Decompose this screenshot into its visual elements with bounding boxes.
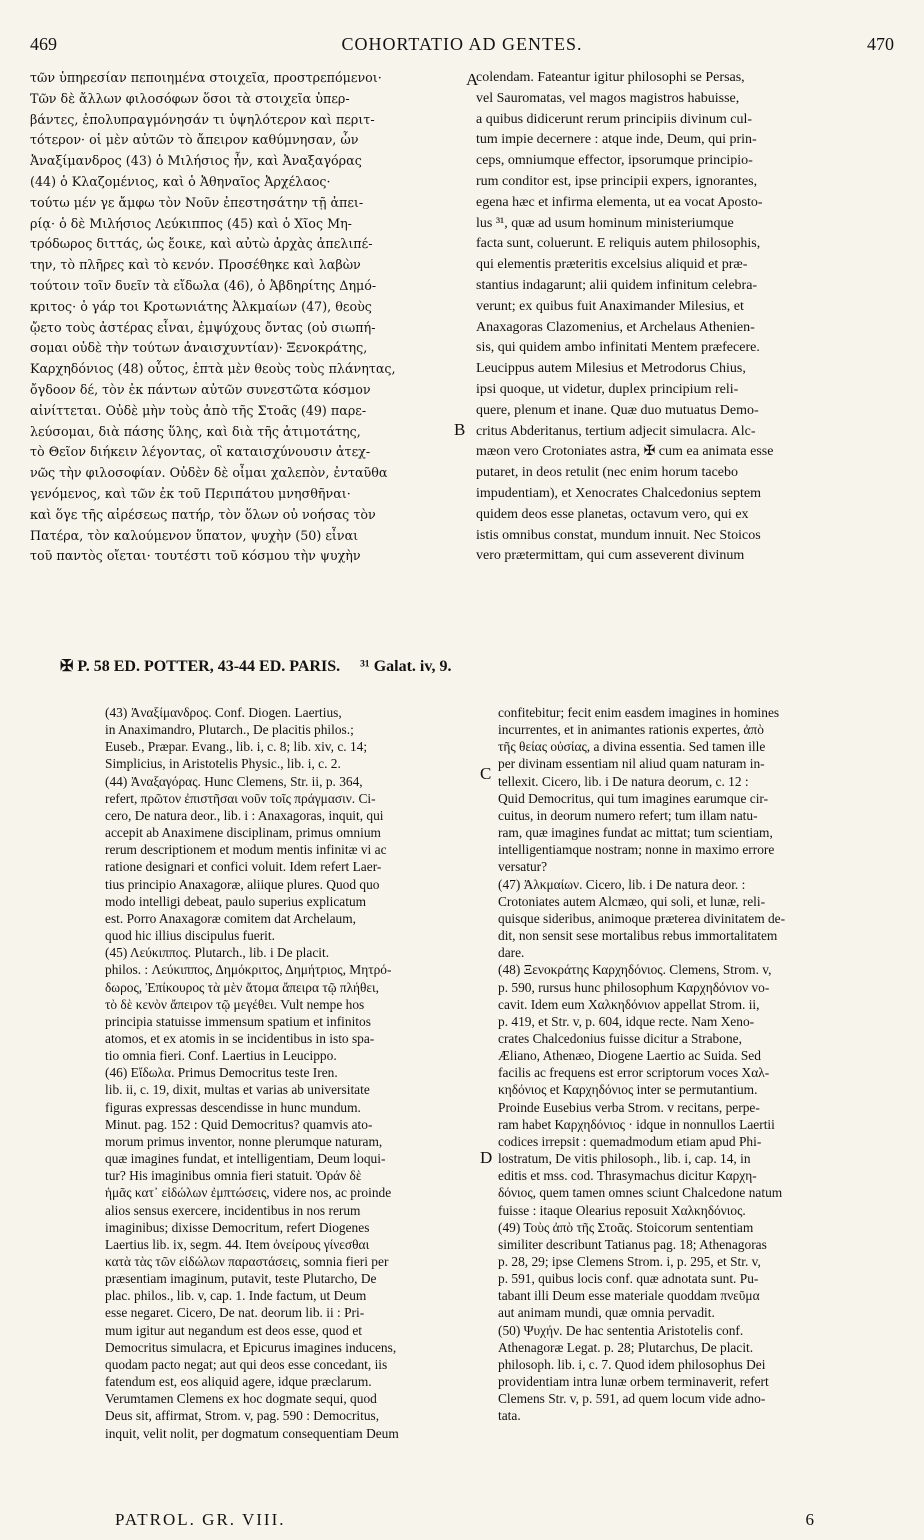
latin-text-line: stantius indagarunt; alii quidem infinitum celebra-: [476, 277, 758, 293]
latin-text-line: Anaxagoras Clazomenius, et Archelaus Athenien-: [476, 319, 755, 335]
latin-text-line: qui elementis præteritis excelsius aliquid et præ-: [476, 257, 748, 273]
page-footer: [115, 1510, 814, 1532]
footnote-line: Democritus simulacra, et Epicurus imagines inducens,: [105, 1339, 397, 1355]
footnote-line: ram habet Καρχηδόνιος · idque in nonnullos Laertii: [498, 1116, 775, 1132]
footnote-line: modo intelligi debeat, paulo superius explicatum: [105, 893, 367, 909]
footnote-line: codices irrepsit : quemadmodum etiam apud Phi-: [498, 1133, 762, 1149]
greek-text-line: την, τὸ πλῆρες καὶ τὸ κενόν. Προσέθηκε καὶ λαβὼν: [30, 257, 361, 273]
footnote-line: rerum descriptionem et modum mentis infinitæ vi ac: [105, 842, 387, 858]
footnote-line: κατὰ τὰς τῶν εἰδώλων παραστάσεις, somnia fieri per: [105, 1254, 389, 1269]
greek-text-line: κριτος· ὁ γάρ τοι Κροτωνιάτης Ἀλκμαίων (47), θεοὺς: [30, 298, 372, 314]
footnote-line: tellexit. Cicero, lib. i De natura deorum, c. 12 :: [498, 773, 749, 789]
running-title: COHORTATIO AD GENTES.: [341, 34, 583, 54]
footnote-line: inquit, velit nolit, per dogmatum consequentiam Deum: [105, 1425, 399, 1441]
greek-text-line: τούτοιν τοῖν δυεῖν τὰ εἴδωλα (46), ὁ Ἀβδηρίτης Δημό-: [30, 277, 377, 293]
greek-text-line: τότερον· οἱ μὲν αὐτῶν τὸ ἄπειρον καθύμνησαν, ὧν: [30, 132, 359, 148]
latin-text-column: [476, 68, 896, 567]
footnote-line: quisque sideribus, animoque præterea divinitatem de-: [498, 910, 786, 926]
footnote-line: dare.: [498, 945, 525, 961]
footnote-line: confitebitur; fecit enim easdem imagines in homines: [498, 705, 780, 720]
greek-text-line: τρόδωρος διττάς, ὡς ἔοικε, καὶ αὐτὼ ἀρχὰς ἀπελιπέ-: [30, 236, 373, 252]
footnote-line: accepit ab Anaximene disciplinam, primus omnium: [105, 825, 381, 841]
footnote-line: cero, De natura deor., lib. i : Anaxagoras, inquit, qui: [105, 807, 384, 823]
greek-text-column: [30, 68, 462, 567]
notes-left-column: [105, 704, 470, 1442]
footnote-line: intelligentiamque nostram; nonne in maximo errore: [498, 842, 775, 858]
footnote-line: quæ imagines fundat, et intelligentiam, Deum loqui-: [105, 1151, 386, 1167]
footnote-line: tio omnia fieri. Conf. Laertius in Leucippo.: [105, 1048, 337, 1064]
latin-text-line: putaret, in deos retulit (nec enim horum tacebo: [476, 465, 739, 481]
footnote-line: Simplicius, in Aristotelis Physic., lib. i, c. 2.: [105, 756, 341, 772]
greek-text-line: τὸ Θεῖον διήκειν λέγοντας, οἳ καταισχύνουσιν ἀτεχ-: [30, 444, 371, 460]
footnote-line: in Anaximandro, Plutarch., De placitis philos.;: [105, 722, 354, 738]
footnote-line: Euseb., Præpar. Evang., lib. i, c. 8; lib. xiv, c. 14;: [105, 739, 368, 755]
footnote-line: κηδόνιος et Καρχηδόνιος inter se permutantium.: [498, 1082, 758, 1098]
footnote-line: Clemens Str. v, p. 591, ad quem locum vide adno-: [498, 1391, 766, 1407]
latin-text-line: quidem deos esse planetas, octavum vero, qui ex: [476, 506, 749, 522]
latin-text-line: lus ³¹, quæ ad usum hominum ministeriumque: [476, 215, 734, 231]
footnote-line: (45) Λεύκιππος. Plutarch., lib. i De placit.: [105, 945, 330, 961]
latin-text-line: vero prætermittam, qui cum asseverent divinum: [476, 548, 745, 564]
footnote-line: Æliano, Athenæo, Diogene Laertio ac Suida. Sed: [498, 1048, 761, 1064]
greek-text-line: Ἀναξίμανδρος (43) ὁ Μιλήσιος ἦν, καὶ Ἀναξαγόρας: [30, 153, 362, 169]
footnote-line: editis et mss. cod. Thrasymachus dicitur Καρχη-: [498, 1168, 757, 1184]
footnote-line: δόνιος, quem tamen omnes sciunt Chalcedone natum: [498, 1185, 783, 1201]
footnote-line: Deus sit, affirmat, Strom. v, pag. 590 : Democritus,: [105, 1408, 380, 1424]
footnote-line: δωρος, Ἐπίκουρος τὰ μὲν ἄτομα ἄπειρα τῷ πλήθει,: [105, 979, 379, 995]
footnote-line: Crotoniates autem Alcmæo, qui soli, et lunæ, reli-: [498, 893, 766, 909]
footnote-line: similiter describunt Tatianus pag. 18; Athenagoras: [498, 1236, 767, 1252]
greek-text-line: λεύσομαι, διὰ πάσης ὕλης, καὶ διὰ τῆς ἀτιμοτάτης,: [30, 423, 361, 439]
footnote-line: τὸ δὲ κενὸν ἄπειρον τῷ μεγέθει. Vult nempe hos: [105, 996, 365, 1012]
footnote-line: p. 28, 29; ipse Clemens Strom. i, p. 295, et Str. v,: [498, 1254, 761, 1269]
gathering-number: 6: [805, 1510, 814, 1529]
greek-text-line: Πατέρα, τὸν καλούμενον ὕπατον, ψυχὴν (50) εἶναι: [30, 527, 359, 543]
greek-text-line: αἰνίττεται. Οὐδὲ μὴν τοὺς ἀπὸ τῆς Στοᾶς (49) παρε-: [30, 402, 367, 418]
footnote-line: philosoph. lib. i, c. 7. Quod idem philosophus Dei: [498, 1356, 766, 1372]
scripture-reference: ³¹ Galat. iv, 9.: [360, 658, 452, 675]
margin-letter-c: C: [480, 764, 492, 783]
footnote-line: incurrentes, et in animantes rationis expertes, ἀπὸ: [498, 722, 764, 738]
footnote-line: alios sensus exercere, incidentibus in nos rerum: [105, 1202, 361, 1218]
footnote-line: morum primus inventor, nonne plerumque naturam,: [105, 1133, 383, 1149]
margin-letter-d: D: [480, 1148, 493, 1167]
footnote-line: tabant illi Deum esse materiale quoddam πνεῦμα: [498, 1288, 760, 1304]
footnote-line: dit, non sensit sese mortalibus rebus immortalitatem: [498, 928, 778, 944]
footnote-line: p. 590, rursus hunc philosophum Καρχηδόνιον vo-: [498, 979, 770, 995]
footnote-line: plac. philos., lib. v, cap. 1. Inde factum, ut Deum: [105, 1288, 367, 1304]
footnote-line: p. 591, quibus locis conf. quæ adnotata sunt. Pu-: [498, 1271, 759, 1287]
latin-text-line: vel Sauromatas, vel magos magistros habuisse,: [476, 90, 740, 106]
footnote-line: fuisse : itaque Olearius reposuit Χαλκηδόνιος.: [498, 1202, 746, 1218]
latin-text-line: quere, plenum et inane. Quæ duo mutuatus Demo-: [476, 402, 759, 418]
greek-text-line: τούτω μέν γε ἄμφω τὸν Νοῦν ἐπεστησάτην τῇ ἀπει-: [30, 194, 364, 210]
margin-letter-b: B: [454, 420, 466, 439]
greek-text-line: (44) ὁ Κλαζομένιος, καὶ ὁ Ἀθηναῖος Ἀρχέλαος·: [30, 173, 331, 189]
footnote-line: τῆς θείας οὐσίας, a divina essentia. Sed tamen ille: [498, 739, 766, 755]
greek-text-line: τοῦ παντὸς οἴεται· τουτέστι τοῦ κόσμου τὴν ψυχὴν: [30, 548, 361, 564]
latin-text-line: impudentiam), et Xenocrates Chalcedonius septem: [476, 485, 761, 501]
right-page-number: 470: [867, 34, 894, 54]
footnote-line: principia statuisse immensum spatium et infinitos: [105, 1013, 371, 1029]
footnote-line: philos. : Λεύκιππος, Δημόκριτος, Δημήτριος, Μητρό-: [105, 962, 392, 978]
footnote-line: ratione designari et confici voluit. Idem refert Laer-: [105, 859, 382, 875]
greek-text-line: ὄγδοον δέ, τὸν ἐκ πάντων αὐτῶν συνεστῶτα κόσμον: [30, 381, 371, 397]
latin-text-line: critus Abderitanus, tertium adjecit simulacra. Alc-: [476, 423, 756, 439]
running-header: [30, 34, 894, 56]
footnote-line: præsentiam imaginum, putavit, teste Plutarcho, De: [105, 1271, 377, 1287]
footnote-line: quod hic illius discipulus fuerit.: [105, 928, 275, 944]
latin-text-line: tum impie decernere : atque inde, Deum, qui prin-: [476, 132, 757, 148]
footnote-line: p. 419, et Str. v, p. 604, idque recte. Nam Xeno-: [498, 1013, 755, 1029]
footnote-line: (47) Ἀλκμαίων. Cicero, lib. i De natura deor. :: [498, 876, 746, 892]
latin-text-line: Leucippus autem Milesius et Metrodorus Chius,: [476, 361, 746, 377]
footnote-line: cavit. Idem eum Χαλκηδόνιον appellat Strom. ii,: [498, 996, 760, 1012]
latin-text-line: egena hæc et infirma elementa, ut ea vocat Aposto-: [476, 194, 763, 210]
greek-text-line: σομαι οὐδὲ τὴν τούτων ἀναισχυντίαν)· Ξενοκράτης,: [30, 340, 368, 356]
footnote-line: (49) Τοὺς ἀπὸ τῆς Στοᾶς. Stoicorum sententiam: [498, 1219, 754, 1235]
footnote-line: ram, quæ imagines fundat ac mittat; tum scientiam,: [498, 825, 773, 841]
footnote-line: (43) Ἀναξίμανδρος. Conf. Diogen. Laertius,: [105, 705, 342, 720]
footnote-line: aut animam mundi, quæ omnia pervadit.: [498, 1305, 715, 1321]
latin-text-line: ipsi quoque, ut videtur, duplex principium reli-: [476, 381, 739, 397]
footnote-line: ἡμᾶς κατ᾽ εἰδώλων ἐμπτώσεις, videre nos, ac proinde: [105, 1185, 392, 1201]
greek-text-line: ρίᾳ· ὁ δὲ Μιλήσιος Λεύκιππος (45) καὶ ὁ Χῖος Μη-: [30, 215, 352, 231]
footnote-line: atomos, et ex atomis in se incidentibus in isto spa-: [105, 1030, 375, 1046]
footnote-line: figuras expressas descendisse in hunc mundum.: [105, 1099, 361, 1115]
footnote-line: Proinde Eusebius verba Strom. v recitans, perpe-: [498, 1099, 760, 1115]
footnote-line: (48) Ξενοκράτης Καρχηδόνιος. Clemens, Strom. v,: [498, 962, 772, 978]
greek-text-line: νῶς τὴν φιλοσοφίαν. Οὐδὲν δὲ οἶμαι χαλεπὸν, ἐνταῦθα: [30, 465, 388, 481]
footnote-line: (44) Ἀναξαγόρας. Hunc Clemens, Str. ii, p. 364,: [105, 773, 363, 789]
footnote-line: esse negaret. Cicero, De nat. deorum lib. ii : Pri-: [105, 1305, 365, 1321]
footnote-line: imaginibus; dixisse Democritum, refert Diogenes: [105, 1219, 370, 1235]
latin-text-line: a quibus didicerunt rerum principiis divinum cul-: [476, 111, 753, 127]
footnote-line: crates Chalcedonius fuisse dicitur a Strabone,: [498, 1030, 742, 1046]
footnote-line: lib. ii, c. 19, dixit, multas et varias ab universitate: [105, 1082, 370, 1098]
footnote-line: tata.: [498, 1408, 521, 1424]
footnote-line: mum igitur aut negandum est deos esse, quod et: [105, 1322, 362, 1338]
greek-text-line: γενόμενος, καὶ τῶν ἐκ τοῦ Περιπάτου μνησθῆναι·: [30, 485, 351, 501]
greek-text-line: βάντες, ἐπολυπραγμόνησάν τι ὑψηλότερον καὶ περιτ-: [30, 111, 375, 127]
latin-text-line: colendam. Fateantur igitur philosophi se Persas,: [476, 70, 745, 85]
footnote-line: refert, πρῶτον ἐπιστῆσαι νοῦν τοῖς πράγμασιν. Ci-: [105, 790, 376, 806]
greek-text-line: ᾤετο τοὺς ἀστέρας εἶναι, ἐμψύχους ὄντας (οὐ σιωπή-: [30, 319, 376, 335]
latin-text-line: verunt; ex quibus fuit Anaximander Milesius, et: [476, 298, 744, 314]
latin-text-line: ceps, omniumque effector, ipsorumque principio-: [476, 153, 753, 169]
edition-reference: ✠ P. 58 ED. POTTER, 43-44 ED. PARIS.: [60, 658, 341, 675]
footnote-line: tius principio Anaxagoræ, aliique plures. Quod quo: [105, 876, 380, 892]
footnote-line: (46) Εἴδωλα. Primus Democritus teste Iren.: [105, 1065, 338, 1081]
footnote-line: Minut. pag. 152 : Quid Democritus? quamvis ato-: [105, 1116, 373, 1132]
footnote-line: providentiam intra lunæ orbem terminaverit, refert: [498, 1374, 769, 1390]
footnote-line: facilis ac frequens est error scriptorum voces Χαλ-: [498, 1065, 770, 1081]
greek-text-line: τῶν ὑπηρεσίαν πεποιημένα στοιχεῖα, προστρεπόμενοι·: [30, 70, 382, 85]
latin-text-line: rum conditor est, ipse principii expers, ignorantes,: [476, 173, 758, 189]
reference-line: [60, 656, 467, 676]
greek-text-line: Τῶν δὲ ἄλλων φιλοσόφων ὅσοι τὰ στοιχεῖα ὑπερ-: [30, 90, 350, 106]
footnote-line: versatur?: [498, 859, 548, 875]
greek-text-line: Καρχηδόνιος (48) οὗτος, ἑπτὰ μὲν θεοὺς τοὺς πλάνητας,: [30, 361, 396, 377]
greek-text-line: καὶ ὅγε τῆς αἱρέσεως πατήρ, τὸν ὅλων οὐ νοήσας τὸν: [30, 506, 376, 522]
footnote-line: fatendum est, eos aliquid agere, idque præclarum.: [105, 1374, 372, 1390]
footnote-line: per divinam essentiam nil aliud quam naturam in-: [498, 756, 765, 772]
latin-text-line: istis omnibus constat, mundum innuit. Nec Stoicos: [476, 527, 761, 543]
footnote-line: tur? His imaginibus omnia fieri statuit. Ὀράν δὲ: [105, 1168, 362, 1184]
footnote-line: Quid Democritus, qui tum imagines earumque cir-: [498, 790, 769, 806]
footnote-line: Laertius lib. ix, segm. 44. Item ὀνείρους γίνεσθαι: [105, 1236, 370, 1252]
left-page-number: 469: [30, 34, 57, 54]
margin-letter-a: A: [466, 70, 479, 89]
footnote-line: est. Porro Anaxagoræ comitem dat Archelaum,: [105, 910, 357, 926]
footnote-line: cuitus, in deorum numero refert; tum illam natu-: [498, 807, 758, 823]
latin-text-line: mæon vero Crotoniates astra, ✠ cum ea animata esse: [476, 444, 774, 460]
footnote-line: Athenagoræ Legat. p. 28; Plutarchus, De placit.: [498, 1339, 754, 1355]
latin-text-line: sis, qui quidem ambo infinitati Mentem præfecere.: [476, 340, 760, 356]
footnote-line: lostratum, De vitis philosoph., lib. i, cap. 14, in: [498, 1151, 751, 1167]
latin-text-line: facta sunt, coluerunt. E reliquis autem philosophis,: [476, 236, 761, 252]
footnote-line: Verumtamen Clemens ex hoc dogmate sequi, quod: [105, 1391, 377, 1407]
series-signature: PATROL. GR. VIII.: [115, 1510, 286, 1529]
notes-right-column: [498, 704, 898, 1425]
footnote-line: (50) Ψυχήν. De hac sententia Aristotelis conf.: [498, 1322, 744, 1338]
footnote-line: quodam pacto negat; aut qui deos esse concedant, iis: [105, 1356, 388, 1372]
